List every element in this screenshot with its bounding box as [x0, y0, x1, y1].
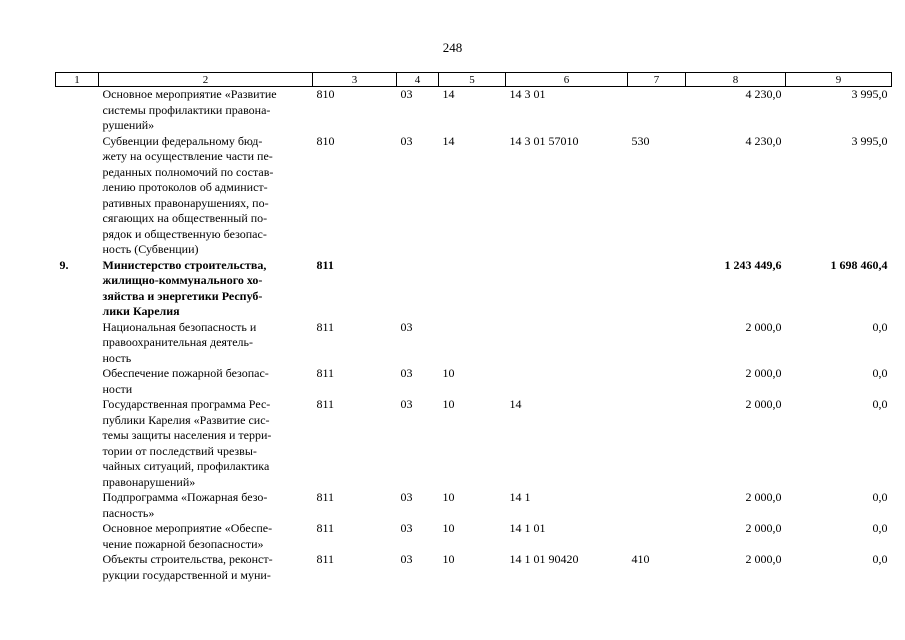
code-expense-type: 410 — [631, 552, 650, 566]
code-ministry: 811 — [316, 397, 335, 411]
table-row — [56, 320, 892, 367]
table-row — [56, 134, 892, 258]
code-section: 03 — [400, 552, 413, 566]
code-ministry: 811 — [316, 257, 334, 272]
table-row — [56, 87, 892, 134]
code-target: 14 — [509, 397, 522, 411]
amount-year-1: 2 000,0 — [745, 552, 782, 566]
code-subsection: 10 — [442, 397, 455, 411]
row-name: Субвенции федеральному бюд- жету на осуществление части пе- реданных полномочий по состав- лению протоколов об админист- ративных правонарушениях, по- сягающих на общественный по- рядок и общественную безопас- ность (Субвенции) — [102, 133, 274, 256]
table-row — [56, 366, 892, 397]
code-expense-type — [628, 320, 686, 367]
code-section: 03 — [400, 521, 413, 535]
amount-year-2: 3 995,0 — [851, 87, 888, 101]
row-number — [56, 521, 99, 552]
code-ministry: 811 — [316, 490, 335, 504]
code-ministry: 811 — [316, 366, 335, 380]
code-subsection — [439, 320, 506, 367]
row-number — [56, 397, 99, 490]
amount-year-1: 2 000,0 — [745, 319, 782, 334]
code-target: 14 3 01 — [509, 87, 546, 101]
code-expense-type: 530 — [631, 133, 650, 148]
code-expense-type — [628, 258, 686, 320]
row-number — [56, 490, 99, 521]
amount-year-2: 0,0 — [872, 319, 888, 334]
amount-year-1: 2 000,0 — [745, 521, 782, 535]
code-expense-type — [628, 397, 686, 490]
code-ministry: 810 — [316, 87, 335, 101]
table-row — [56, 258, 892, 320]
amount-year-1: 2 000,0 — [745, 366, 782, 380]
code-expense-type — [628, 521, 686, 552]
amount-year-2: 1 698 460,4 — [830, 257, 888, 272]
code-target — [506, 320, 628, 367]
amount-year-1: 4 230,0 — [745, 133, 782, 148]
header-cell: 4 — [397, 73, 439, 87]
code-target: 14 1 — [509, 490, 531, 504]
code-section: 03 — [400, 366, 413, 380]
code-subsection: 14 — [442, 87, 455, 101]
row-name: Обеспечение пожарной безопас- ности — [102, 366, 269, 396]
code-section: 03 — [400, 87, 413, 101]
table-row — [56, 552, 892, 583]
row-name: Основное мероприятие «Развитие системы профилактики правона- рушений» — [102, 87, 277, 132]
code-ministry: 811 — [316, 521, 335, 535]
amount-year-2: 0,0 — [872, 552, 888, 566]
code-subsection — [439, 258, 506, 320]
code-ministry: 811 — [316, 319, 335, 334]
amount-year-1: 4 230,0 — [745, 87, 782, 101]
header-cell: 7 — [628, 73, 686, 87]
row-number — [56, 320, 99, 367]
amount-year-2: 0,0 — [872, 521, 888, 535]
code-target: 14 1 01 — [509, 521, 546, 535]
header-cell: 6 — [506, 73, 628, 87]
code-section — [397, 258, 439, 320]
table-body — [56, 87, 892, 584]
header-cell: 8 — [686, 73, 786, 87]
header-cell: 5 — [439, 73, 506, 87]
code-subsection: 10 — [442, 490, 455, 504]
amount-year-2: 0,0 — [872, 490, 888, 504]
code-ministry: 810 — [316, 133, 335, 148]
code-subsection: 10 — [442, 366, 455, 380]
table-row — [56, 521, 892, 552]
amount-year-1: 2 000,0 — [745, 490, 782, 504]
amount-year-1: 1 243 449,6 — [724, 257, 782, 272]
code-subsection: 10 — [442, 521, 455, 535]
code-subsection: 10 — [442, 552, 455, 566]
row-name: Национальная безопасность и правоохранительная деятель- ность — [102, 319, 257, 365]
code-target: 14 3 01 57010 — [509, 133, 579, 148]
table-row — [56, 490, 892, 521]
header-cell: 9 — [786, 73, 892, 87]
amount-year-2: 0,0 — [872, 397, 888, 411]
row-number — [56, 552, 99, 583]
row-number — [56, 134, 99, 258]
row-name: Государственная программа Рес- публики Карелия «Развитие сис- темы защиты населения и терри- тории от последствий чрезвы- чайных ситуаций, профилактика правонарушений» — [102, 397, 272, 489]
budget-table — [55, 72, 892, 583]
row-name: Министерство строительства, жилищно-коммунального хо- зяйства и энергетики Респуб- лики Карелия — [102, 257, 267, 318]
code-target — [506, 258, 628, 320]
code-section: 03 — [400, 319, 413, 334]
code-subsection: 14 — [442, 133, 455, 148]
code-section: 03 — [400, 133, 413, 148]
code-expense-type — [628, 87, 686, 134]
row-name: Объекты строительства, реконст- рукции государственной и муни- — [102, 552, 273, 582]
code-expense-type — [628, 366, 686, 397]
code-target — [506, 366, 628, 397]
code-target: 14 1 01 90420 — [509, 552, 579, 566]
code-expense-type — [628, 490, 686, 521]
page-number: 248 — [442, 40, 463, 55]
row-name: Основное мероприятие «Обеспе- чение пожарной безопасности» — [102, 521, 273, 551]
table-row — [56, 397, 892, 490]
row-number — [56, 366, 99, 397]
header-cell: 3 — [313, 73, 397, 87]
row-name: Подпрограмма «Пожарная безо- пасность» — [102, 490, 268, 520]
row-number — [56, 87, 99, 134]
amount-year-1: 2 000,0 — [745, 397, 782, 411]
code-section: 03 — [400, 490, 413, 504]
header-cell: 2 — [99, 73, 313, 87]
amount-year-2: 0,0 — [872, 366, 888, 380]
header-cell: 1 — [56, 73, 99, 87]
amount-year-2: 3 995,0 — [851, 133, 888, 148]
row-number: 9. — [59, 257, 69, 272]
header-row — [56, 73, 892, 87]
code-ministry: 811 — [316, 552, 335, 566]
code-section: 03 — [400, 397, 413, 411]
